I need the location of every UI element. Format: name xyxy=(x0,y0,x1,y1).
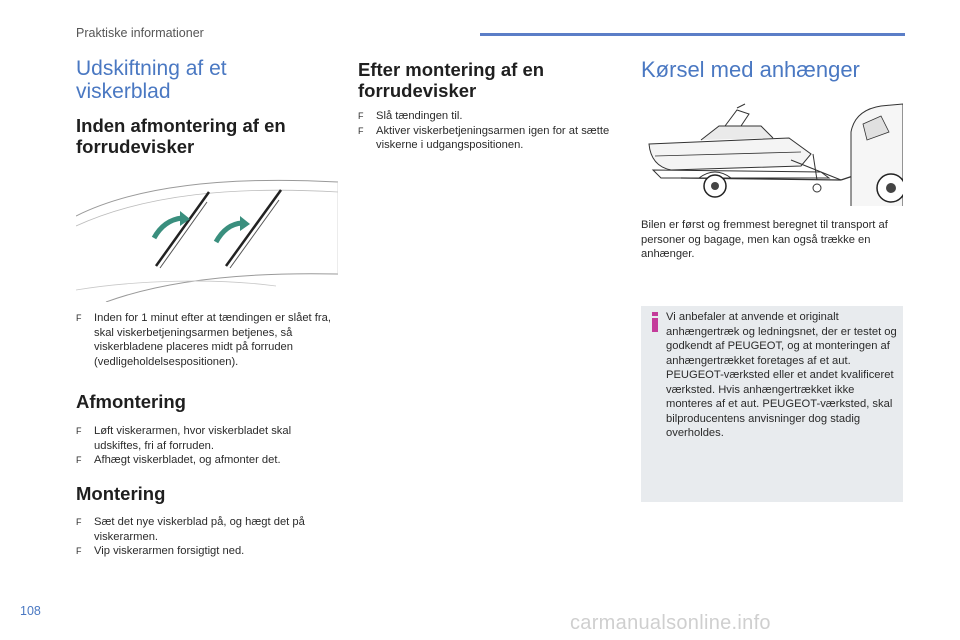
page-number: 108 xyxy=(20,604,41,618)
montering-section xyxy=(76,515,338,559)
col1-intro xyxy=(76,311,340,369)
bullet-mark: F xyxy=(76,455,82,465)
info-icon xyxy=(652,312,658,332)
intro-bullet-list xyxy=(76,311,340,369)
section-label: Praktiske informationer xyxy=(76,26,204,40)
afmontering-bullet-1: Løft viskerarmen, hvor viskerbladet skal udskiftes, fri af forruden. xyxy=(94,425,292,452)
col2-heading-line1: Efter montering af en xyxy=(358,59,545,80)
col3-paragraph xyxy=(641,218,905,262)
bullet-mark: F xyxy=(76,546,82,556)
col2-bullet-list xyxy=(358,109,620,153)
list-item xyxy=(76,515,338,544)
col1-subtitle xyxy=(76,115,338,157)
col3-title xyxy=(641,58,903,81)
header-rule xyxy=(480,33,905,36)
col2-heading-line2: forrudevisker xyxy=(358,80,477,101)
afmontering-bullet-2: Afhægt viskerbladet, og afmonter det. xyxy=(94,454,281,466)
trailer-illustration xyxy=(641,96,903,208)
list-item xyxy=(76,544,338,559)
col3-title-text: Kørsel med anhænger xyxy=(641,57,860,82)
bullet-mark: F xyxy=(358,125,364,136)
col2-bullet-2: Aktiver viskerbetjeningsarmen igen for at sætte viskerne i udgangspositionen. xyxy=(376,124,610,151)
watermark: carmanualsonline.info xyxy=(570,612,771,634)
intro-bullet-text: Inden for 1 minut efter at tændingen er slået fra, skal viskerbetjeningsarmen betjenes, så viskerbladene placeres midt på forruden (vedligeholdelsespositionen). xyxy=(94,312,331,368)
montering-title: Montering xyxy=(76,483,166,504)
wiper-illustration xyxy=(76,168,338,302)
list-item xyxy=(76,424,338,453)
list-item xyxy=(358,124,620,153)
afmontering-heading xyxy=(76,391,340,412)
col1-subtitle-line1: Inden afmontering af en xyxy=(76,115,286,136)
bullet-mark: F xyxy=(76,426,82,436)
afmontering-title: Afmontering xyxy=(76,391,186,412)
list-item xyxy=(76,453,338,468)
col1-subtitle-line2: forrudevisker xyxy=(76,136,195,157)
bullet-mark: F xyxy=(358,111,364,121)
montering-heading xyxy=(76,483,340,504)
info-text: Vi anbefaler at anvende et originalt anhængertræk og ledningsnet, der er testet og godkendt af PEUGEOT, og at monteringen af anhængertrækket foretages af et aut. PEUGEOT-værksted eller et andet kvalificeret værksted. Hvis anhængertrækket ikke monteres af et aut. PEUGEOT-værksted, skal bilproducentens anvisninger dog stadig overholdes. xyxy=(666,311,897,439)
bullet-mark: F xyxy=(76,313,82,323)
col1-title-line2: viskerblad xyxy=(76,80,171,103)
afmontering-bullet-list xyxy=(76,424,338,468)
col2-bullet-1: Slå tændingen til. xyxy=(376,110,463,122)
montering-bullet-list xyxy=(76,515,338,559)
col2-heading xyxy=(358,59,620,101)
tow-intro-text: Bilen er først og fremmest beregnet til transport af personer og bagage, men kan også trække en anhænger. xyxy=(641,219,888,260)
list-item xyxy=(76,311,340,369)
montering-bullet-1: Sæt det nye viskerblad på, og hægt det på viskerarmen. xyxy=(94,516,305,543)
bullet-mark: F xyxy=(76,517,82,527)
col1-title xyxy=(76,57,338,103)
list-item xyxy=(358,109,620,124)
montering-bullet-2: Vip viskerarmen forsigtigt ned. xyxy=(94,545,245,557)
afmontering-section xyxy=(76,424,338,468)
col1-title-line1: Udskiftning af et xyxy=(76,57,227,80)
col2-section xyxy=(358,109,620,153)
